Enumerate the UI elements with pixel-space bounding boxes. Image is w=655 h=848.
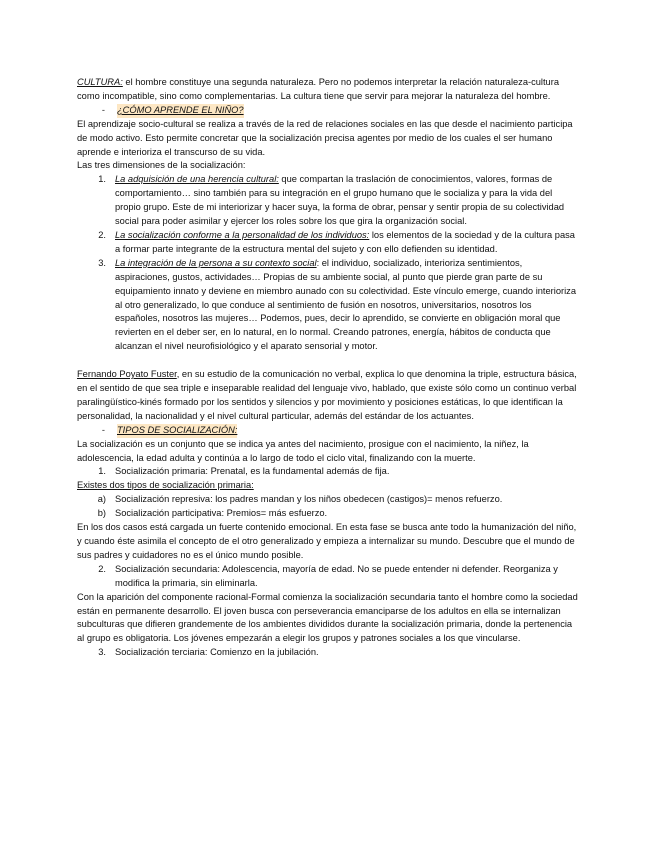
list-body	[115, 229, 579, 257]
list-number: 2.	[98, 229, 106, 240]
heading-tipos	[77, 424, 579, 438]
poyato-paragraph	[77, 368, 579, 424]
list-number: 1.	[98, 466, 106, 477]
list-text: Socialización represiva: los padres mandan y los niños obedecen (castigos)= menos refuerzo.	[115, 494, 503, 505]
list-letter: a)	[97, 494, 106, 505]
list-item	[77, 229, 579, 257]
racional-paragraph: Con la aparición del componente racional-Formal comienza la socialización secundaria tanto el hombre como la sociedad están en permanente desarrollo. El joven busca con perseverancia emanciparse de los adultos en ella se internalizan subculturas que difieren grandemente de los ambientes divididos durante la socialización primaria, donde la pertenencia al grupo es obligatoria. Los jóvenes empezarán a elegir los grupos y patrones sociales a los que vincularse.	[77, 591, 578, 644]
dimensiones-intro: Las tres dimensiones de la socialización:	[77, 160, 246, 171]
list-title: La socialización conforme a la personalidad de los individuos:	[115, 229, 370, 240]
primaria-item	[77, 465, 579, 479]
list-text: Socialización primaria: Prenatal, es la fundamental además de fija.	[115, 466, 390, 477]
list-title: La integración de la persona a su contexto social	[115, 257, 317, 268]
heading-text: TIPOS DE SOCIALIZACIÓN:	[117, 424, 237, 438]
poyato-text: , en su estudio de la comunicación no verbal, explica lo que denomina la triple, estructura básica, en el sentido de que sea triple e inseparable realidad del lenguaje vivo, hablado, que existe sólo como un continuo verbal paralingüístico-kinés formado por los sentidos y silencios y por movimiento y posiciones estáticas, lo que identifican la personalidad, la nacionalidad y el nivel cultural particular, además del estándar de los actuantes.	[77, 369, 577, 421]
list-text: Socialización participativa: Premios= más esfuerzo.	[115, 508, 328, 519]
list-number: 3.	[98, 647, 106, 658]
subtipo-item	[77, 507, 579, 521]
document-body	[77, 76, 579, 660]
list-number: 1.	[98, 174, 106, 185]
list-body	[115, 257, 579, 354]
list-number: 3.	[98, 257, 106, 268]
cultura-label: CULTURA:	[77, 77, 123, 87]
list-item	[77, 173, 579, 229]
list-text: Socialización terciaria: Comienzo en la jubilación.	[115, 647, 319, 658]
cultura-text: el hombre constituye una segunda naturaleza. Pero no podemos interpretar la relación naturaleza-cultura como incompatible, sino como complementarias. La cultura tiene que servir para mejorar la naturaleza del hombre.	[77, 77, 559, 101]
list-text: que compartan la traslación de conocimientos, valores, formas de comportamiento… sino también para su integración en el grupo humano que le socializa y para la vida del propio grupo. Este de mi interiorizar y hacer suya, la forma de obrar, pensar y sentir propia de su colectividad social para poder asimilar y ejercer los roles sobre los que gira la organización social.	[115, 174, 565, 227]
terciaria-item	[77, 646, 579, 660]
list-title: La adquisición de una herencia cultural:	[115, 174, 279, 185]
heading-como-aprende	[77, 104, 579, 118]
list-text: Socialización secundaria: Adolescencia, mayoría de edad. No se puede entender ni defender. Reorganiza y modifica la primaria, sin eliminarla.	[115, 563, 558, 588]
heading-bullet: -	[101, 104, 105, 115]
aprendizaje-paragraph: El aprendizaje socio-cultural se realiza a través de la red de relaciones sociales en las que desde el nacimiento participa de modo activo. Esto permite concretar que la socialización precisa agentes por medio de los cuales el ser humano aprende e interioriza el transcurso de su vida.	[77, 118, 573, 157]
list-text: : el individuo, socializado, interioriza sentimientos, aspiraciones, gustos, actividades… Propias de su ambiente social, al punto que pierde gran parte de su equipamiento innato y deviene en miembro aunado con su colectividad. Este vínculo emerge, cuando interioriza al otro generalizado, lo que conduce al sentimiento de fusión en nosotros, universitarios, nosotros los españoles, nosotros las mujeres… Podemos, pues, decir lo aprendido, se convierte en obligación moral que revierten en el deber ser, en lo natural, en lo normal. Creando patrones, energía, hábitos de conducta que alcanzan el nivel neurofisiológico y el aparato sensorial y motor.	[115, 257, 576, 352]
heading-text: ¿CÓMO APRENDE EL NIÑO?	[117, 104, 244, 118]
socializacion-intro: La socialización es un conjunto que se indica ya antes del nacimiento, prosigue con el nacimiento, la niñez, la adolescencia, la edad adulta y continúa a lo largo de todo el ciclo vital, finalizando con la muerte.	[77, 438, 529, 463]
secundaria-item	[77, 563, 579, 591]
ambos-casos-paragraph: En los dos casos está cargada un fuerte contenido emocional. En esta fase se busca ante todo la humanización del niño, y cuando éste asimila el concepto de el otro generalizado y empieza a internalizar su mundo. Descubre que el mundo de sus padres y cuidadores no es el único mundo posible.	[77, 522, 577, 560]
list-number: 2.	[98, 563, 106, 574]
list-letter: b)	[97, 508, 106, 519]
dimensiones-list	[77, 173, 579, 354]
list-item	[77, 257, 579, 354]
spacer	[77, 354, 579, 368]
subtipo-item	[77, 493, 579, 507]
tipos-primaria-heading: Existes dos tipos de socialización primaria:	[77, 480, 254, 491]
cultura-paragraph	[77, 76, 579, 104]
heading-bullet: -	[101, 424, 105, 435]
list-body	[115, 173, 579, 229]
author-name: Fernando Poyato Fuster	[77, 369, 177, 380]
list-text: los elementos de la sociedad y de la cultura pasa a formar parte integrante de la estructura mental del sujeto y con ello defienden su identidad.	[115, 229, 575, 254]
